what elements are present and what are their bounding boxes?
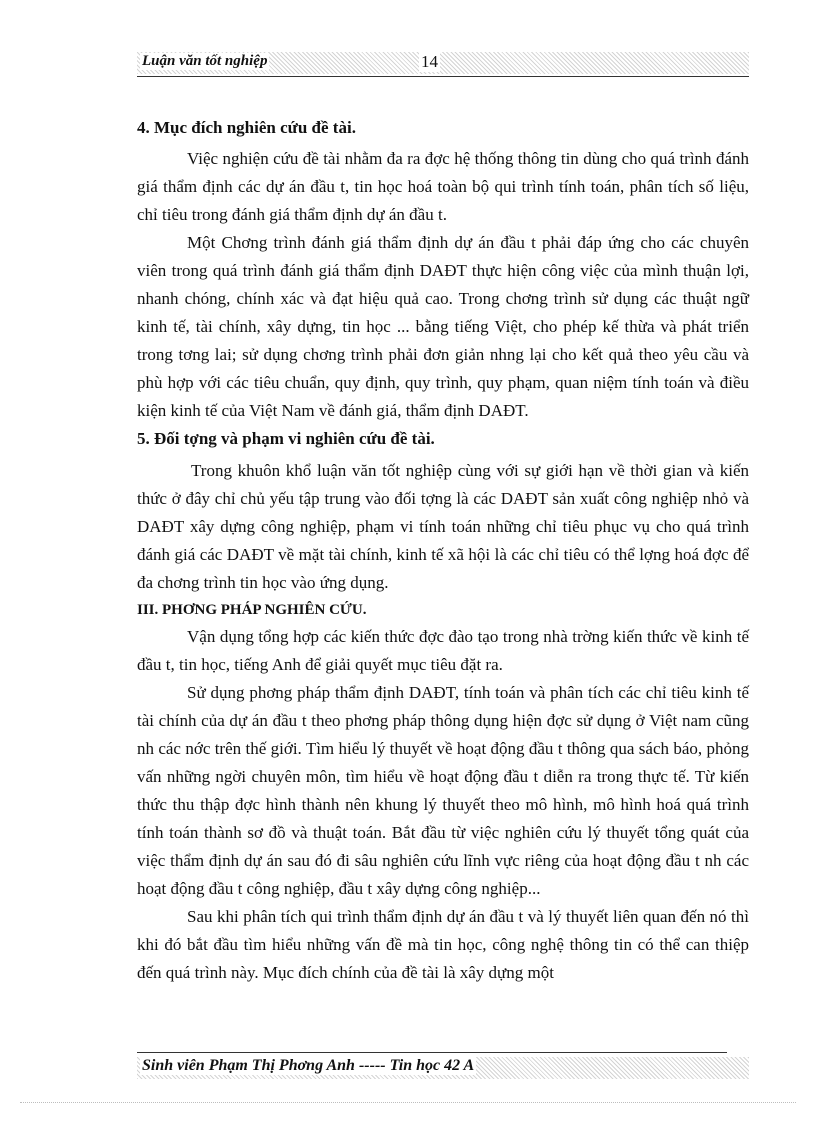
section-3-paragraph-2: Sử dụng phơng pháp thẩm định DAĐT, tính toán và phân tích các chỉ tiêu kinh tế tài chính của dự án đầu t theo phơng pháp thông dụng hiện đợc sử dụng ở Việt nam cũng nh các nớc trên thế giới. Tìm hiểu lý thuyết về hoạt động đầu t thông qua sách báo, phỏng vấn những ngời chuyên môn, tìm hiểu về hoạt động đầu t diễn ra trong thực tế. Từ kiến thức thu thập đợc hình thành nên khung lý thuyết theo mô hình, mô hình hoá quá trình tính toán thành sơ đồ và thuật toán. Bắt đầu từ việc nghiên cứu lý thuyết tổng quát của việc thẩm định dự án sau đó đi sâu nghiên cứu lĩnh vực riêng của hoạt động đầu t nh các hoạt động đầu t công nghiệp, đầu t xây dựng công nghiệp... [137, 683, 749, 898]
section-3-paragraph-1: Vận dụng tổng hợp các kiến thức đợc đào tạo trong nhà trờng kiến thức về kinh tế đầu t, tin học, tiếng Anh để giải quyết mục tiêu đặt ra. [137, 627, 749, 674]
footer-author: Sinh viên Phạm Thị Phơng Anh ----- Tin học 42 A [142, 1057, 475, 1074]
header-title: Luận văn tốt nghiệp [142, 53, 268, 69]
section-3-paragraph-3: Sau khi phân tích qui trình thẩm định dự án đầu t và lý thuyết liên quan đến nó thì khi đó bắt đầu tìm hiểu những vấn đề mà tin học, công nghệ thông tin có thể can thiệp đến quá trình này. Mục đích chính của đề tài là xây dựng một [137, 907, 749, 982]
section-4-paragraph-1: Việc nghiện cứu đề tài nhằm đa ra đợc hệ thống thông tin dùng cho quá trình đánh giá thẩm định các dự án đầu t, tin học hoá toàn bộ qui trình tính toán, phân tích số liệu, chỉ tiêu trong đánh giá thẩm định dự án đầu t. [137, 149, 749, 224]
section-4-heading: 4. Mục đích nghiên cứu đề tài. [137, 118, 356, 137]
section-4-paragraph-2: Một Chơng trình đánh giá thẩm định dự án đầu t phải đáp ứng cho các chuyên viên trong quá trình đánh giá thẩm định DAĐT thực hiện công việc của mình thuận lợi, nhanh chóng, chính xác và đạt hiệu quả cao. Trong chơng trình sử dụng các thuật ngữ kinh tế, tài chính, xây dựng, tin học ... bằng tiếng Việt, cho phép kế thừa và phát triển trong tơng lai; sử dụng chơng trình phải đơn giản nhng lại cho kết quả theo yêu cầu và phù hợp với các tiêu chuẩn, quy định, quy trình, quy phạm, quan niệm tính toán và điều kiện kinh tế của Việt Nam về đánh giá, thẩm định DAĐT. [137, 233, 749, 420]
section-3-heading: III. PHƠNG PHÁP NGHIÊN CỨU. [137, 602, 367, 618]
section-5-paragraph-1: Trong khuôn khổ luận văn tốt nghiệp cùng với sự giới hạn về thời gian và kiến thức ở đây chỉ chủ yếu tập trung vào đối tợng là các DAĐT sản xuất công nghiệp nhỏ và DAĐT xây dựng công nghiệp, phạm vi tính toán những chỉ tiêu phục vụ cho quá trình đánh giá các DAĐT về mặt tài chính, kinh tế xã hội là các chỉ tiêu có thể lợng hoá đợc để đa chơng trình tin học vào ứng dụng. [137, 461, 749, 592]
section-5-heading: 5. Đối tợng và phạm vi nghiên cứu đề tài. [137, 429, 435, 448]
page-bottom-border [20, 1102, 796, 1103]
header-divider [137, 76, 749, 77]
footer-divider [137, 1052, 727, 1053]
page-number: 14 [421, 52, 438, 71]
document-body [137, 114, 749, 987]
